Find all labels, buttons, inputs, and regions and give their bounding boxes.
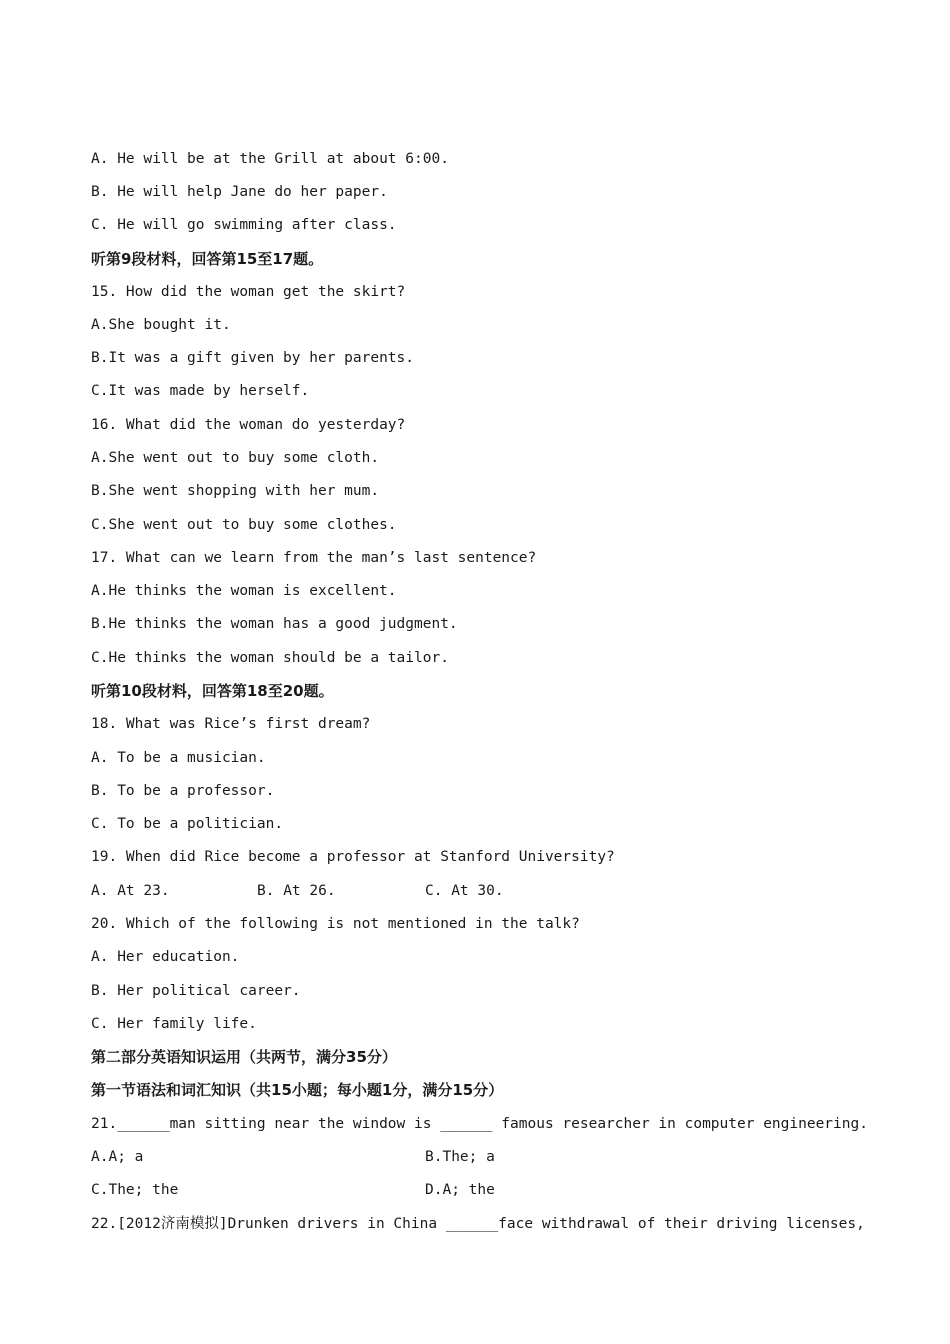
section-heading-9: 听第9段材料，回答第15至17题。 xyxy=(91,250,324,268)
option-20c: C. Her family life. xyxy=(91,1016,257,1032)
options-19 xyxy=(91,881,871,901)
option-19c: C. At 30. xyxy=(425,883,504,899)
option-16a: A.She went out to buy some cloth. xyxy=(91,450,380,466)
option-16b: B.She went shopping with her mum. xyxy=(91,483,380,499)
option-17a: A.He thinks the woman is excellent. xyxy=(91,583,397,599)
option-20a: A. Her education. xyxy=(91,949,240,965)
option-18a: A. To be a musician. xyxy=(91,750,266,766)
option-17b: B.He thinks the woman has a good judgment. xyxy=(91,616,458,632)
question-17: 17. What can we learn from the man’s last sentence? xyxy=(91,550,537,566)
option-21b: B.The; a xyxy=(425,1149,495,1165)
question-20: 20. Which of the following is not mentioned in the talk? xyxy=(91,916,580,932)
option-14b: B. He will help Jane do her paper. xyxy=(91,184,388,200)
question-16: 16. What did the woman do yesterday? xyxy=(91,417,406,433)
question-21: 21.______man sitting near the window is ______ famous researcher in computer engineering. xyxy=(91,1116,868,1132)
question-18: 18. What was Rice’s first dream? xyxy=(91,716,371,732)
option-15c: C.It was made by herself. xyxy=(91,383,310,399)
option-20b: B. Her political career. xyxy=(91,983,301,999)
option-16c: C.She went out to buy some clothes. xyxy=(91,517,397,533)
question-22: 22.[2012济南模拟]Drunken drivers in China ______face withdrawal of their driving licenses, xyxy=(91,1216,865,1232)
option-21a: A.A; a xyxy=(91,1149,144,1165)
question-19: 19. When did Rice become a professor at Stanford University? xyxy=(91,849,615,865)
option-18c: C. To be a politician. xyxy=(91,816,284,832)
option-18b: B. To be a professor. xyxy=(91,783,275,799)
option-17c: C.He thinks the woman should be a tailor. xyxy=(91,650,449,666)
option-21d: D.A; the xyxy=(425,1182,495,1198)
options-21-row2 xyxy=(91,1180,871,1200)
section-one-heading: 第一节语法和词汇知识（共15小题；每小题1分，满分15分） xyxy=(91,1081,504,1099)
options-21-row1 xyxy=(91,1147,871,1167)
option-15a: A.She bought it. xyxy=(91,317,231,333)
option-15b: B.It was a gift given by her parents. xyxy=(91,350,415,366)
option-14c: C. He will go swimming after class. xyxy=(91,217,397,233)
option-19b: B. At 26. xyxy=(257,883,336,899)
option-19a: A. At 23. xyxy=(91,883,170,899)
part-two-heading: 第二部分英语知识运用（共两节，满分35分） xyxy=(91,1048,397,1066)
question-15: 15. How did the woman get the skirt? xyxy=(91,284,406,300)
option-21c: C.The; the xyxy=(91,1182,179,1198)
section-heading-10: 听第10段材料，回答第18至20题。 xyxy=(91,682,334,700)
option-14a: A. He will be at the Grill at about 6:00. xyxy=(91,151,449,167)
